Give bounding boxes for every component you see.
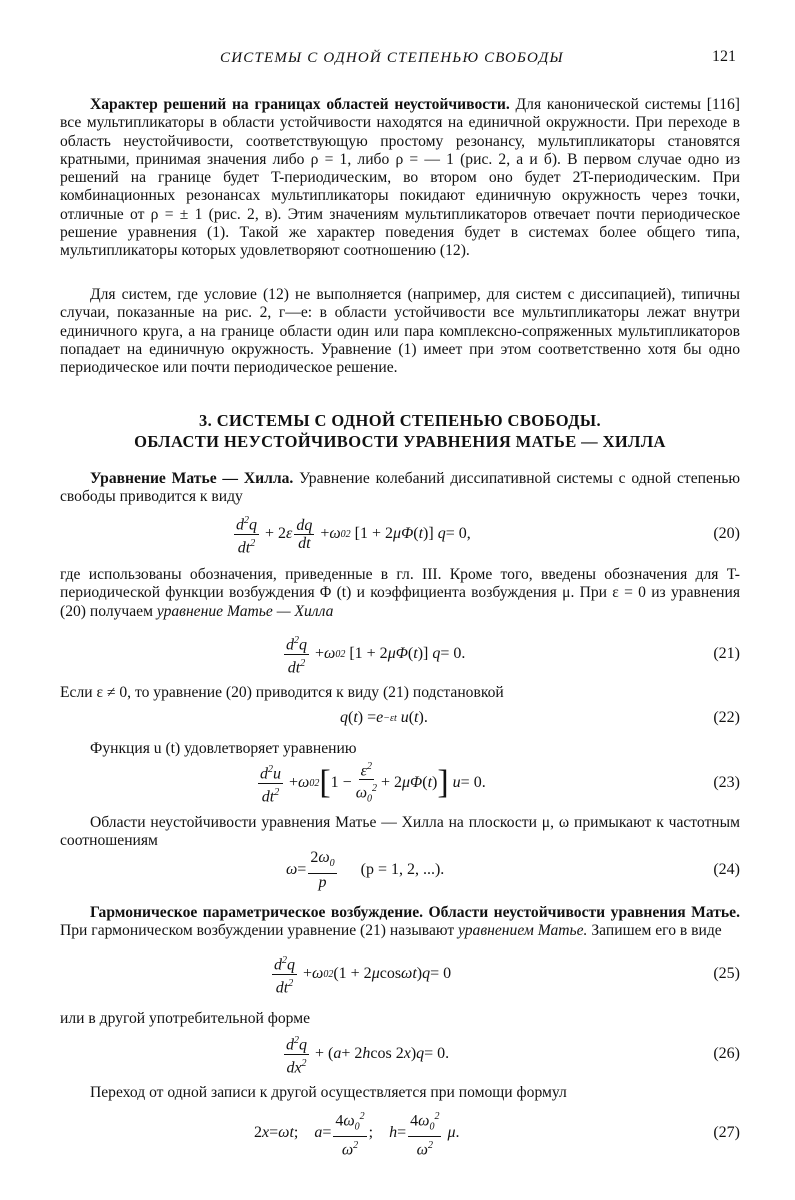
equation-number: (22) xyxy=(713,709,740,726)
paragraph-text: или в другой употребительной форме xyxy=(60,1010,311,1027)
paragraph-lead: Характер решений на границах областей неустойчивости. xyxy=(90,96,510,113)
running-head xyxy=(0,50,795,74)
paragraph-text: Уравнение колебаний диссипативной системы с одной степенью свободы приводится к виду xyxy=(60,470,740,506)
paragraph-text: Если ε ≠ 0, то уравнение (20) приводится к виду (21) подстановкой xyxy=(60,684,504,701)
equation-body: $\frac{d^2u}{dt^2}$ + ω 0 2 [ 1 − $\frac{\varepsilon^2}{\omega_0^2}$ + 2 μΦ ( t ) ] u = 0. xyxy=(256,760,486,806)
equation-24 xyxy=(60,850,740,890)
paragraph-dissipation xyxy=(60,286,740,377)
equation-number: (21) xyxy=(713,645,740,662)
equation-body: $\frac{d^2q}{dt^2}$ + ω 0 2 (1 + 2 μ cos ωt ) q = 0 xyxy=(270,954,451,994)
paragraph-text: Переход от одной записи к другой осуществляется при помощи формул xyxy=(90,1084,567,1101)
running-title: СИСТЕМЫ С ОДНОЙ СТЕПЕНЬЮ СВОБОДЫ xyxy=(220,50,564,66)
paragraph-italic-term: уравнение Матье — Хилла xyxy=(156,602,334,620)
paragraph-boundary-solutions xyxy=(60,96,740,261)
equation-body: 2 x = ωt ; a = $\frac{4\omega_0^2}{\omega^2}$ ; h = $\frac{4\omega_0^2}{\omega^2}$ μ . xyxy=(254,1110,459,1156)
equation-21 xyxy=(60,634,740,674)
equation-27 xyxy=(60,1110,740,1156)
equation-20 xyxy=(60,514,740,554)
equation-body: q ( t ) = e −εt u ( t ). xyxy=(340,709,428,726)
paragraph-italic-term: уравнением Матье. xyxy=(458,922,588,940)
equation-25 xyxy=(60,954,740,994)
paragraph-notation xyxy=(60,566,740,621)
paragraph-substitution xyxy=(60,684,740,702)
paragraph-lead: Гармоническое параметрическое возбуждение. Области неустойчивости уравнения Матье. xyxy=(90,904,740,921)
equation-number: (27) xyxy=(713,1124,740,1141)
paragraph-transition xyxy=(60,1084,740,1102)
equation-body: $\frac{d^2q}{dt^2}$ + ω 0 2 [1 + 2 μΦ ( t )] q = 0. xyxy=(282,634,465,674)
paragraph-text: Для систем, где условие (12) не выполняется (например, для систем с диссипацией), типичны случаи, показанные на рис. 2, г—е: в области устойчивости все мультипликаторы лежат внутри единичного круга, а на границе области один или пара комплексно-сопряженных мультипликаторов попадает на единичную окружность. Уравнение (1) имеет при этом соответственно хотя бы одно периодическое или почти периодическое решение. xyxy=(60,286,740,377)
paragraph-text: При гармоническом возбуждении уравнение (21) называют xyxy=(60,922,459,940)
equation-number: (25) xyxy=(713,965,740,982)
paragraph-text-tail: Запишем его в виде xyxy=(587,922,722,940)
equation-22 xyxy=(60,702,740,734)
equation-body: ω = $\frac{2\omega_0}{p}$ (p = 1, 2, ...). xyxy=(286,849,445,891)
paragraph-alternative-form xyxy=(60,1010,740,1028)
equation-number: (26) xyxy=(713,1045,740,1062)
section-heading xyxy=(60,410,740,452)
paragraph-text: Для канонической системы [116] все мультипликаторы в области устойчивости находятся на единичной окружности. При переходе в область неустойчивости, соответствующую простому резонансу, мультипликаторы становятся кратными, принимая значения либо ρ = 1, либо ρ = — 1 (рис. 2, а и б). В первом случае одно из решений на границе будет T-периодическим, во втором оно будет 2T-периодическим. При комбинационных резонансах мультипликаторы покидают единичную окружность через точки, отличные от ρ = ± 1 (рис. 2, в). Этим значениям мультипликаторов отвечает почти периодическое решение уравнения (1). Такой же характер поведения будет в системах более общего типа, мультипликаторы которых удовлетворяют соотношению (12). xyxy=(60,96,741,260)
equation-body: $\frac{d^2q}{dt^2}$ + 2 ε $\frac{dq}{dt}$ + ω 0 2 [1 + 2 μΦ ( t )] q = 0, xyxy=(232,514,471,554)
equation-number: (23) xyxy=(713,774,740,791)
paragraph-text: Функция u (t) удовлетворяет уравнению xyxy=(90,740,357,757)
equation-number: (24) xyxy=(713,861,740,878)
section-heading-line2: ОБЛАСТИ НЕУСТОЙЧИВОСТИ УРАВНЕНИЯ МАТЬЕ — ХИЛЛА xyxy=(134,432,666,451)
equation-23 xyxy=(60,760,740,806)
paragraph-instability-regions xyxy=(60,814,740,851)
paragraph-mathieu-hill-intro xyxy=(60,470,740,507)
equation-body: $\frac{d^2q}{dx^2}$ + ( a + 2 h cos 2 x ) q = 0. xyxy=(282,1034,449,1074)
section-heading-line1: 3. СИСТЕМЫ С ОДНОЙ СТЕПЕНЬЮ СВОБОДЫ. xyxy=(199,411,601,430)
equation-tail: (p = 1, 2, ...). xyxy=(360,861,445,878)
paragraph-function-u xyxy=(60,740,740,758)
paragraph-text: Области неустойчивости уравнения Матье — Хилла на плоскости μ, ω примыкают к частотным соотношениям xyxy=(60,814,740,850)
paragraph-lead: Уравнение Матье — Хилла. xyxy=(90,470,294,487)
equation-26 xyxy=(60,1034,740,1074)
paragraph-text: где использованы обозначения, приведенные в гл. III. Кроме того, введены обозначения для T-периодической функции возбуждения Φ (t) и коэффициента возбуждения μ. При ε = 0 из уравнения (20) получаем xyxy=(60,566,740,620)
paragraph-harmonic-excitation xyxy=(60,904,740,941)
equation-number: (20) xyxy=(713,525,740,542)
page-number: 121 xyxy=(712,48,736,65)
